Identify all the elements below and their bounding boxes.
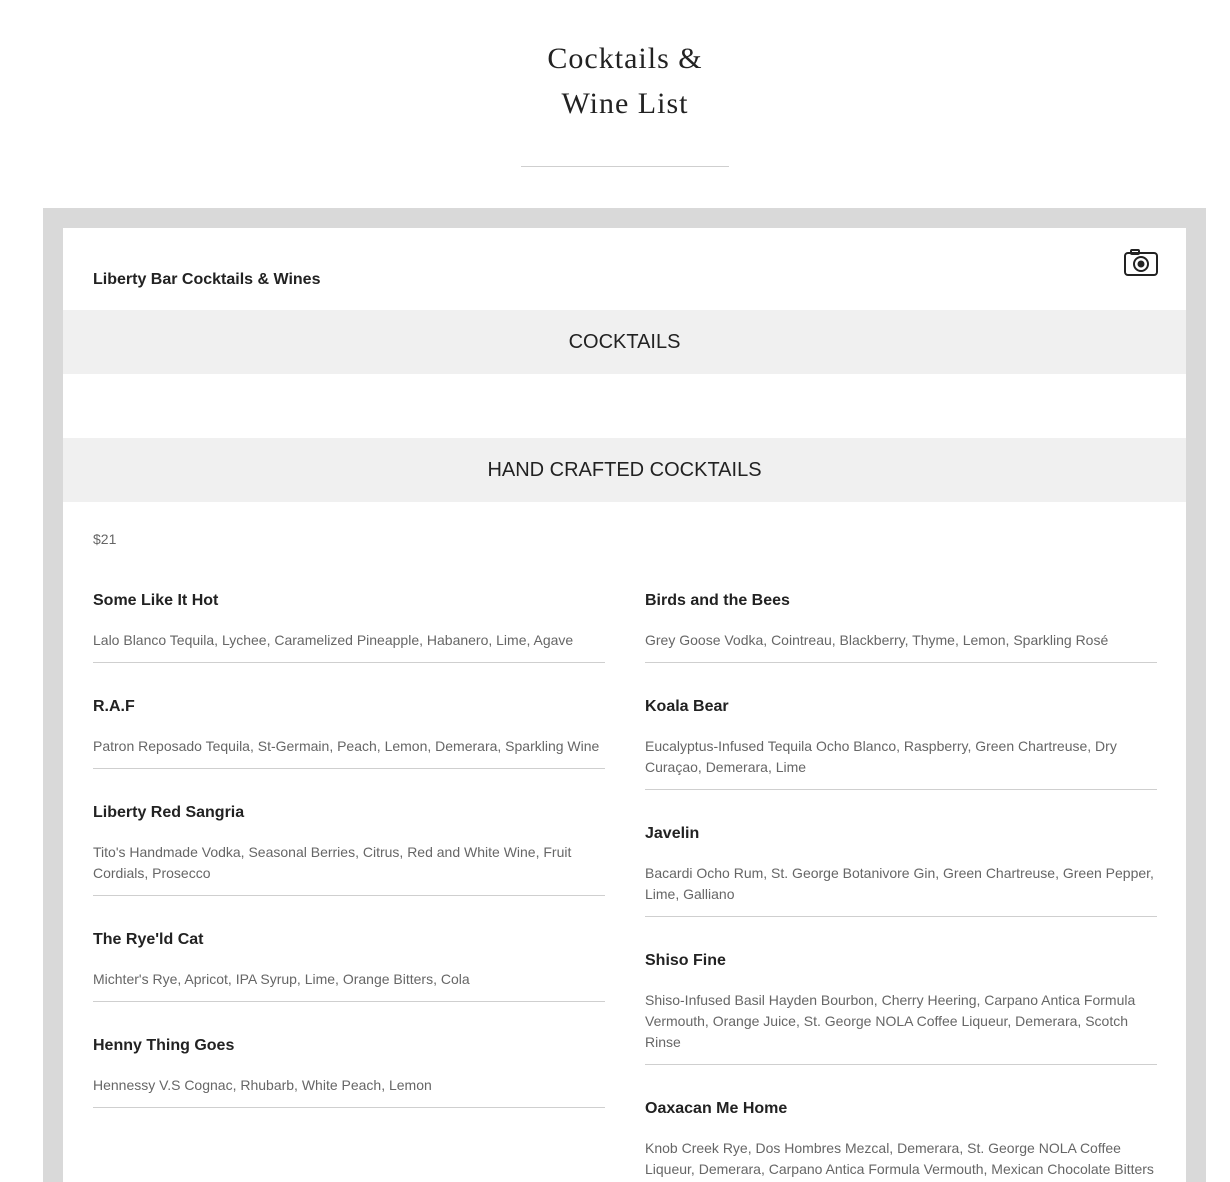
menu-name: Liberty Bar Cocktails & Wines bbox=[93, 271, 321, 288]
item-description: Tito's Handmade Vodka, Seasonal Berries, Citrus, Red and White Wine, Fruit Cordials, Prosecco bbox=[93, 844, 572, 881]
menu-column-right bbox=[645, 578, 1157, 1182]
item-name: Henny Thing Goes bbox=[93, 1037, 235, 1054]
item-name: Liberty Red Sangria bbox=[93, 804, 245, 821]
item-description: Grey Goose Vodka, Cointreau, Blackberry, Thyme, Lemon, Sparkling Rosé bbox=[645, 632, 1109, 648]
page-header bbox=[0, 0, 1230, 208]
item-description: Patron Reposado Tequila, St-Germain, Peach, Lemon, Demerara, Sparkling Wine bbox=[93, 738, 600, 754]
menu-column-left bbox=[93, 578, 605, 1129]
title-divider bbox=[521, 166, 729, 167]
section-cocktails: COCKTAILS bbox=[63, 310, 1186, 374]
menu-item bbox=[645, 684, 1157, 790]
menu-card bbox=[63, 228, 1186, 1182]
item-description: Shiso-Infused Basil Hayden Bourbon, Cherry Heering, Carpano Antica Formula Vermouth, Orange Juice, St. George NOLA Coffee Liqueur, Demerara, Scotch Rinse bbox=[645, 992, 1136, 1050]
item-description: Eucalyptus-Infused Tequila Ocho Blanco, Raspberry, Green Chartreuse, Dry Curaçao, Demerara, Lime bbox=[645, 738, 1117, 775]
menu-item bbox=[645, 1086, 1157, 1182]
page-title-line-2: Wine List bbox=[561, 87, 689, 120]
item-name: Shiso Fine bbox=[645, 952, 726, 969]
item-description: Hennessy V.S Cognac, Rhubarb, White Peach, Lemon bbox=[93, 1077, 432, 1093]
item-description: Lalo Blanco Tequila, Lychee, Caramelized Pineapple, Habanero, Lime, Agave bbox=[93, 632, 574, 648]
menu-item bbox=[645, 811, 1157, 917]
item-name: R.A.F bbox=[93, 698, 135, 715]
item-name: The Rye'ld Cat bbox=[93, 931, 204, 948]
section-hand-crafted-cocktails: HAND CRAFTED COCKTAILS bbox=[63, 438, 1186, 502]
menu-item bbox=[93, 578, 605, 663]
menu-item bbox=[645, 578, 1157, 663]
menu-item bbox=[93, 684, 605, 769]
menu-item bbox=[645, 938, 1157, 1065]
item-description: Bacardi Ocho Rum, St. George Botanivore Gin, Green Chartreuse, Green Pepper, Lime, Galliano bbox=[645, 865, 1154, 902]
item-description: Knob Creek Rye, Dos Hombres Mezcal, Demerara, St. George NOLA Coffee Liqueur, Demerara, Carpano Antica Formula Vermouth, Mexican Chocolate Bitters bbox=[645, 1140, 1154, 1177]
item-name: Birds and the Bees bbox=[645, 592, 790, 609]
section-price: $21 bbox=[93, 531, 117, 547]
menu-item bbox=[93, 790, 605, 896]
item-name: Some Like It Hot bbox=[93, 592, 219, 609]
item-name: Javelin bbox=[645, 825, 700, 842]
item-description: Michter's Rye, Apricot, IPA Syrup, Lime, Orange Bitters, Cola bbox=[93, 971, 470, 987]
page-title-line-1: Cocktails & bbox=[547, 42, 703, 75]
menu-item bbox=[93, 1023, 605, 1108]
item-name: Oaxacan Me Home bbox=[645, 1100, 788, 1117]
camera-icon[interactable] bbox=[1123, 248, 1159, 278]
page-title bbox=[0, 36, 1230, 126]
item-name: Koala Bear bbox=[645, 698, 729, 715]
menu-item bbox=[93, 917, 605, 1002]
menu-frame bbox=[43, 208, 1206, 1182]
